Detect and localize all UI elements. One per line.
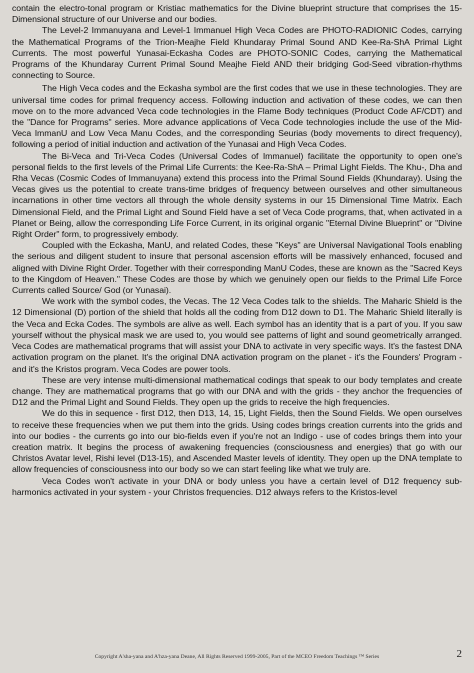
paragraph-7: These are very intense multi-dimensional mathematical codings that speak to our body templates and create change. They are mathematical programs that go with our DNA and with the grids - they anchor the frequencies of D12 and the Primal Light and Sound Fields. They open up the grids to receive the high frequencies. [12,374,462,408]
paragraph-5: Coupled with the Eckasha, ManU, and related Codes, these "Keys" are Universal Navigational Tools enabling the serious and diligent student to insure that personal ascension efforts will be massively enhanced, focused and aligned with Divine Right Order. Together with their corresponding ManU Codes, these are known as the "Sacred Keys to the Kingdom of Heaven." These Codes are those by which we genuinely open our fields to the Primal Life Force Currents called Source/ God (or Yunasai). [12,240,462,296]
paragraph-2: The Level-2 Immanuyana and Level-1 Immanuel High Veca Codes are PHOTO-RADIONIC Codes, carrying the Mathematical Programs of the Trion-Meajhe Field Khundaray Primal Sound AND Kee-Ra-ShA Primal Light Currents. The most powerful Yunasai-Eckasha Codes are PHOTO-SONIC Codes, carrying the Mathematical Programs of the Khundaray Current Primal Sound Meajhe Field AND their bridging God-Seed vibration-rhythms connecting to Source. [12,25,462,81]
copyright-footer: Copyright A'sha-yana and A'hza-yana Deane, All Rights Reserved 1999-2005, Part of the MCEO Freedom Teachings ™ Series [94,654,380,660]
paragraph-1: contain the electro-tonal program or Kristiac mathematics for the Divine blueprint structure that comprises the 15-Dimensional structure of our Universe and our bodies. [12,3,462,25]
paragraph-6: We work with the symbol codes, the Vecas. The 12 Veca Codes talk to the shields. The Maharic Shield is the 12 Dimensional (D) portion of the shield that holds all the coding from D12 down to D1. The Maharic Shield literally is the Veca and Ecka Codes. The symbols are alive as well. Each symbol has an identity that is a part of you. If you saw yourself without the physical mask we are used to, you would see patterns of light and sound geometrically arranged. Veca Codes are mathematical programs that will assist your DNA to activate in very specific ways. It's the fastest DNA activation program on the planet. It's the original DNA activation program on the planet - it's the Founders' Program - and it's the Kristos program. Veca Codes are power tools. [12,296,462,374]
paragraph-3: The High Veca codes and the Eckasha symbol are the first codes that we use in these technologies. They are universal time codes for primal frequency access. Following induction and activation of these codes, we can then move on to the more advanced Veca code technologies in the Flame Body techniques (Product Code AF/CDT) and the "Dance for Programs" series. More advance applications of Veca Code technologies include the use of the Mid-Veca ImmanU and Low Veca Manu Codes, and the corresponding Seurias (body movements to direct frequency), following a period of initial induction and activation of the Yunasai and High Veca Codes. [12,83,462,150]
page-number: 2 [456,648,462,660]
paragraph-9: Veca Codes won't activate in your DNA or body unless you have a certain level of D12 frequency sub-harmonics activated in your system - your Christos frequencies. D12 always refers to the Kristos-level [12,475,462,497]
paragraph-8: We do this in sequence - first D12, then D13, 14, 15, Light Fields, then the Sound Fields. We open ourselves to receive these frequencies when we put them into the grids. Using codes brings creation currents into the grids and into our bodies - the currents go into our bio-fields even if you're not an Indigo - use of codes brings them into your creation matrix. It begins the process of awakening frequencies (consciousness and energies) that go with our Christos Avatar level, Rishi level (D13-15), and Ascended Master levels of identity. They open up the DNA template to allow frequencies of consciousness into our body so we can start feeling like what we truly are. [12,408,462,475]
paragraph-4: The Bi-Veca and Tri-Veca Codes (Universal Codes of Immanuel) facilitate the opportunity to open one's personal fields to the first levels of the Primal Life Currents: the Kee-Ra-ShA – Primal Light Fields. The Khu-, Dha and Rha Vecas (Cosmic Codes of Immanuyana) extend this process into the Primal Sound Fields (Khundaray). Using the Vecas gives us the potential to create trans-time bridges of frequency between ourselves and other simultaneous incarnations in other time vectors all through the whole density systems in our 15 Dimensional Time Matrix. Each Dimensional Field, and the Primal Light and Sound Field have a set of Veca Code programs, that, when activated in a Planet or Being, allow the corresponding Life Force Current, in its original organic "Eternal Divine Blueprint" or "Divine Right Order" form, to progressively embody. [12,150,462,240]
